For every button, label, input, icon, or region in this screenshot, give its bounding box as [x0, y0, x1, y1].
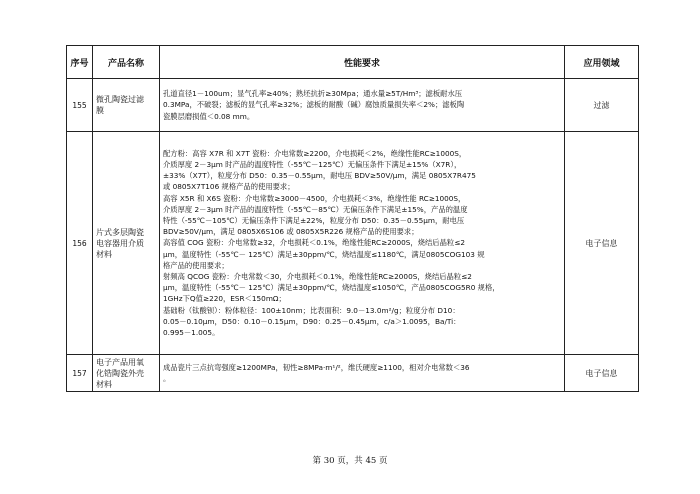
- performance-line: ±33%（X7T），粒度分布 D50：0.35－0.55μm，耐电压 BDV≥50V/μm，满足 0805X7R475: [163, 171, 476, 181]
- row-performance-requirements: [160, 132, 565, 355]
- header-performance-requirements: 性能要求: [160, 46, 565, 79]
- product-name-line: 片式多层陶瓷: [96, 227, 144, 237]
- row-performance-requirements: [160, 355, 565, 392]
- performance-line: μm，温度特性（-55℃－ 125℃）满足±30ppm/℃，烧结温度≤1180℃，满足0805COG103 规: [163, 249, 485, 259]
- product-name-line: 微孔陶瓷过滤: [96, 95, 144, 104]
- header-application-field: 应用领域: [565, 46, 639, 79]
- performance-line: μm，温度特性（-55℃－ 125℃）满足±30ppm/℃，烧结温度≤1050℃，产品0805COG5R0 规格，: [163, 283, 500, 293]
- row-application-field: 过滤: [565, 79, 639, 132]
- row-serial-number: 157: [67, 355, 93, 392]
- table-header-row: [67, 46, 639, 79]
- performance-line: 射频高 QCOG 瓷粉：介电常数＜30，介电损耗＜0.1%，绝缘性能RC≥2000S，烧结后晶粒≤2: [163, 272, 472, 281]
- header-product-name: 产品名称: [93, 46, 160, 79]
- product-name-line: 材料: [96, 380, 112, 389]
- performance-line: 孔道直径1－100um；显气孔率≥40%；熟坯抗折≥30Mpa；通水量≥5T/Hm³；滤板耐水压: [163, 89, 463, 99]
- row-product-name: [93, 79, 160, 132]
- performance-line: 格产品的使用要求；: [163, 260, 229, 270]
- performance-line: 高容值 COG 瓷粉：介电常数≥32，介电损耗＜0.1%，绝缘性能RC≥2000S，烧结后晶粒≤2: [163, 238, 465, 248]
- product-name-line: 电容器用介质: [96, 238, 144, 248]
- performance-line: BDV≥50V/μm，满足 0805X6S106 或 0805X5R226 规格产品的使用要求；: [163, 227, 419, 237]
- performance-line: 高容 X5R 和 X6S 瓷粉：介电常数≥3000－4500，介电损耗＜3%，绝缘性能 RC≥1000S，: [163, 193, 466, 203]
- performance-line: 成品瓷片三点抗弯强度≥1200MPa，韧性≥8MPa·m¹/²，维氏硬度≥1100，相对介电常数＜36: [163, 362, 470, 372]
- product-name-line: 电子产品用氧: [96, 358, 144, 367]
- table-row: [67, 132, 639, 355]
- product-name-line: 膜: [96, 106, 104, 115]
- performance-line: 0.3MPa，不破裂；滤板的显气孔率≥32%；滤板的耐酸（碱）腐蚀质量损失率＜2%；滤板陶: [163, 100, 465, 110]
- performance-line: 基础粉（钛酸钡）：粉体粒径：100±10nm；比表面积：9.0－13.0m²/g；粒度分布 D10：: [163, 305, 460, 315]
- performance-line: 0.995－1.005。: [163, 328, 220, 338]
- performance-line: 或 0805X7T106 规格产品的使用要求；: [163, 182, 295, 192]
- performance-line: 。: [163, 374, 171, 383]
- table-row: [67, 355, 639, 392]
- row-serial-number: 156: [67, 132, 93, 355]
- header-serial-number: 序号: [67, 46, 93, 79]
- product-name-line: 化锆陶瓷外壳: [96, 369, 144, 378]
- row-performance-requirements: [160, 79, 565, 132]
- row-product-name: [93, 355, 160, 392]
- product-name-clip: [96, 357, 157, 389]
- performance-line: 0.05－0.10μm，D50：0.10－0.15μm，D90：0.25－0.45μm，c/a＞1.0095，Ba/Ti：: [163, 316, 461, 326]
- performance-line: 瓷膜层磨损值＜0.08 mm。: [163, 111, 255, 121]
- performance-line: 配方粉：高容 X7R 和 X7T 瓷粉：介电常数≥2200，介电损耗＜2%，绝缘性能RC≥1000S，: [163, 148, 467, 158]
- performance-line: 1GHz下Q值≥220，ESR＜150mΩ；: [163, 294, 286, 304]
- row-product-name: [93, 132, 160, 355]
- performance-line: 介质厚度 2－3μm 时产品的温度特性（-55℃－125℃）无偏压条件下满足±15%（X7R），: [163, 159, 462, 169]
- page-number-footer: 第 30 页，共 45 页: [312, 456, 388, 466]
- performance-line: 介质厚度 2－3μm 时产品的温度特性（-55℃－85℃）无偏压条件下满足±15%，产品的温度: [163, 204, 468, 214]
- product-name-line: 材料: [96, 249, 112, 259]
- product-spec-table: [66, 45, 639, 392]
- row-application-field: 电子信息: [565, 132, 639, 355]
- row-serial-number: 155: [67, 79, 93, 132]
- performance-line: 特性（-55℃－105℃）无偏压条件下满足±22%，粒度分布 D50：0.35－0.55μm，耐电压: [163, 215, 465, 225]
- table-row: [67, 79, 639, 132]
- row-application-field: 电子信息: [565, 355, 639, 392]
